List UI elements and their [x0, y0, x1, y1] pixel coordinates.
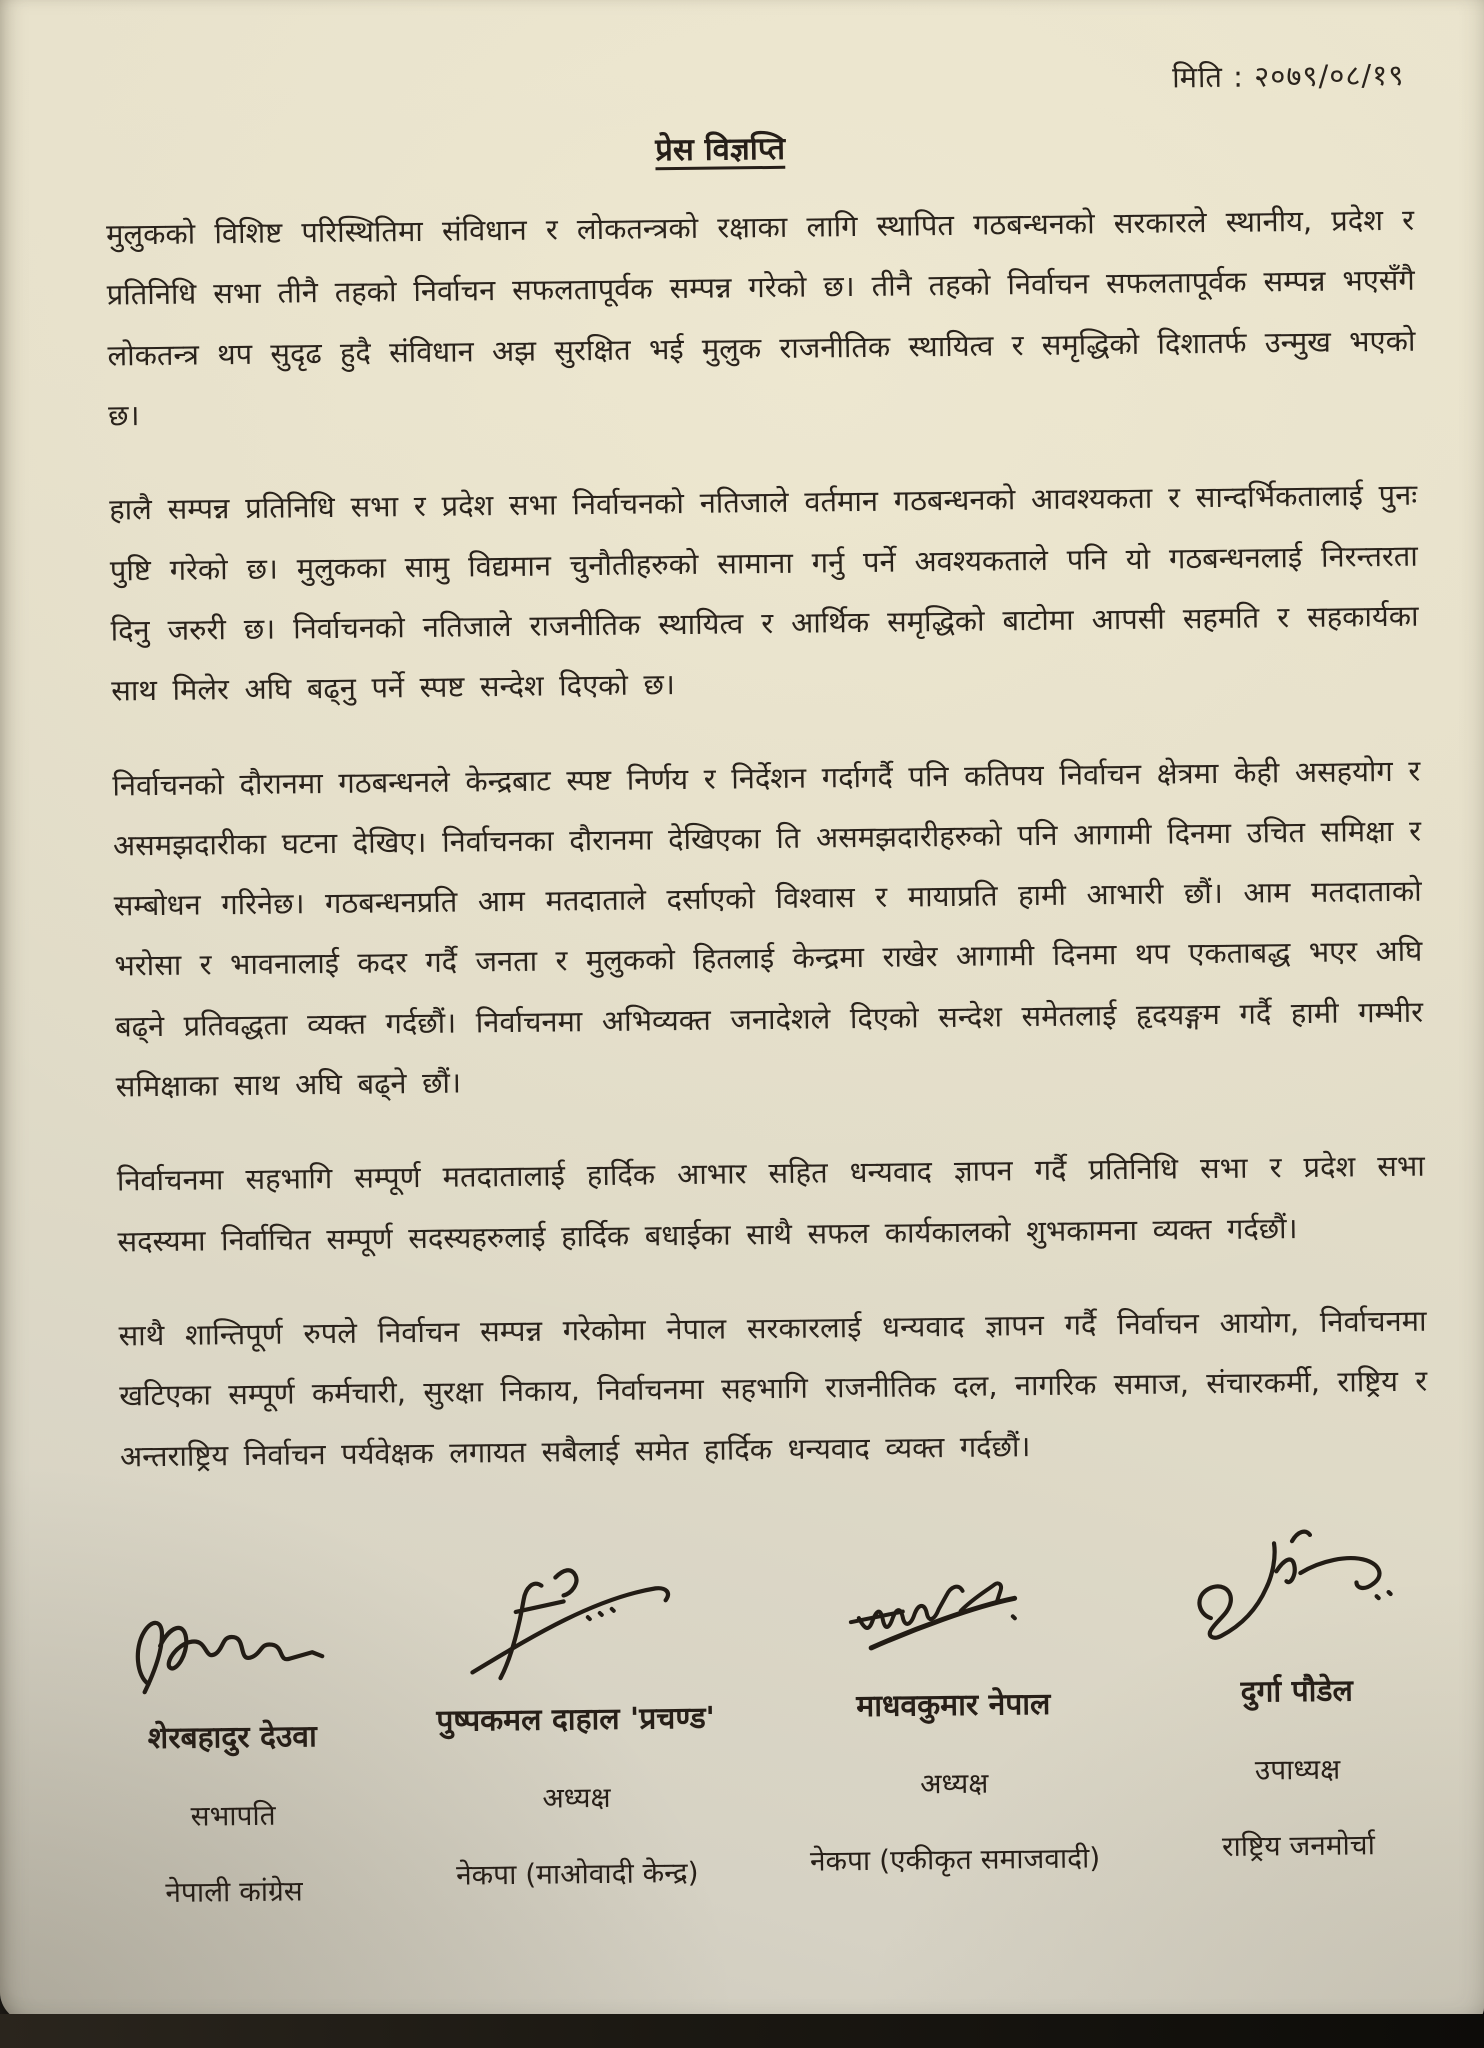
signatory-durga-paudel	[1137, 1509, 1457, 1866]
signature-prachanda-icon	[381, 1537, 767, 1691]
page-title: प्रेस विज्ञप्ति	[655, 130, 786, 169]
signatory-party: राष्ट्रिय जनमोर्चा	[1221, 1828, 1376, 1863]
paragraph-5: साथै शान्तिपूर्ण रुपले निर्वाचन सम्पन्न गरेकोमा नेपाल सरकारलाई धन्यवाद ज्ञापन गर्दै निर्वाचन आयोग, निर्वाचनमा खटिएका सम्पूर्ण कर्मचारी, सुरक्षा निकाय, निर्वाचनमा सहभागि राजनीतिक दल, नागरिक समाज, संचारकर्मी, राष्ट्रिय र अन्तराष्ट्रिय निर्वाचन पर्यवेक्षक लगायत सबैलाई समेत हार्दिक धन्यवाद व्यक्त गर्दछौं।	[118, 1303, 1428, 1474]
signatory-role: सभापति	[190, 1798, 276, 1833]
signatory-role: अध्यक्ष	[919, 1766, 989, 1801]
signatory-role: अध्यक्ष	[542, 1780, 611, 1815]
signature-deuba-icon	[79, 1555, 383, 1708]
body-text	[106, 190, 1428, 1487]
signatory-sher-bahadur-deuba	[79, 1555, 385, 1911]
signatory-party: नेकपा (एकीकृत समाजवादी)	[809, 1841, 1101, 1878]
signatory-name: माधवकुमार नेपाल	[856, 1686, 1051, 1725]
signatory-party: नेकपा (माओवादी केन्द्र)	[455, 1855, 699, 1892]
paragraph-3: निर्वाचनको दौरानमा गठबन्धनले केन्द्रबाट स्पष्ट निर्णय र निर्देशन गर्दागर्दै पनि कतिपय निर्वाचन क्षेत्रमा केही असहयोग र असमझदारीका घटना देखिए। निर्वाचनका दौरानमा देखिएका ति असमझदारीहरुको पनि आगामी दिनमा उचित समिक्षा र सम्बोधन गरिनेछ। गठबन्धनप्रति आम मतदाताले दर्साएको विश्वास र मायाप्रति हामी आभारी छौं। आम मतदाताको भरोसा र भावनालाई कदर गर्दै जनता र मुलुकको हितलाई केन्द्रमा राखेर आगामी दिनमा थप एकताबद्ध भएर अघि बढ्ने प्रतिवद्धता व्यक्त गर्दछौं। निर्वाचनमा अभिव्यक्त जनादेशले दिएको सन्देश समेतलाई हृदयङ्गम गर्दै हामी गम्भीर समिक्षाका साथ अघि बढ्ने छौं।	[112, 753, 1424, 1104]
signatory-name: दुर्गा पौडेल	[1240, 1673, 1354, 1710]
signatory-role: उपाध्यक्ष	[1254, 1752, 1341, 1787]
signature-madhav-icon	[766, 1523, 1139, 1677]
signature-row	[79, 1517, 1457, 1909]
photo-background-edge	[0, 2014, 1484, 2048]
signature-durga-icon	[1137, 1509, 1455, 1663]
paragraph-4: निर्वाचनमा सहभागि सम्पूर्ण मतदातालाई हार्दिक आभार सहित धन्यवाद ज्ञापन गर्दै प्रतिनिधि सभा र प्रदेश सभा सदस्यमा निर्वाचित सम्पूर्ण सदस्यहरुलाई हार्दिक बधाईका साथै सफल कार्यकालको शुभकामना व्यक्त गर्दछौं।	[116, 1148, 1425, 1259]
signatory-name: पुष्पकमल दाहाल 'प्रचण्ड'	[436, 1700, 716, 1739]
paragraph-1: मुलुकको विशिष्ट परिस्थितिमा संविधान र लोकतन्त्रको रक्षाका लागि स्थापित गठबन्धनको सरकारले स्थानीय, प्रदेश र प्रतिनिधि सभा तीनै तहको निर्वाचन सफलतापूर्वक सम्पन्न गरेको छ। तीनै तहको निर्वाचन सफलतापूर्वक सम्पन्न भएसँगै लोकतन्त्र थप सुदृढ हुदै संविधान अझ सुरक्षित भई मुलुक राजनीतिक स्थायित्व र समृद्धिको दिशातर्फ उन्मुख भएको छ।	[105, 202, 1416, 433]
signatory-madhav-kumar-nepal	[766, 1523, 1141, 1880]
paragraph-2: हालै सम्पन्न प्रतिनिधि सभा र प्रदेश सभा निर्वाचनको नतिजाले वर्तमान गठबन्धनको आवश्यकता र सान्दर्भिकतालाई पुनः पुष्टि गरेको छ। मुलुकका सामु विद्यमान चुनौतीहरुको सामाना गर्नु पर्ने अवश्यकताले पनि यो गठबन्धनलाई निरन्तरता दिनु जरुरी छ। निर्वाचनको नतिजाले राजनीतिक स्थायित्व र आर्थिक समृद्धिको बाटोमा आपसी सहमति र सहकार्यका साथ मिलेर अघि बढ्नु पर्ने स्पष्ट सन्देश दिएको छ।	[109, 477, 1419, 708]
signatory-party: नेपाली कांग्रेस	[165, 1874, 303, 1909]
date-line: मिति : २०७९/०८/१९	[1171, 57, 1405, 95]
signatory-pushpa-kamal-dahal	[381, 1537, 770, 1894]
signatory-name: शेरबहादुर देउवा	[147, 1719, 317, 1757]
